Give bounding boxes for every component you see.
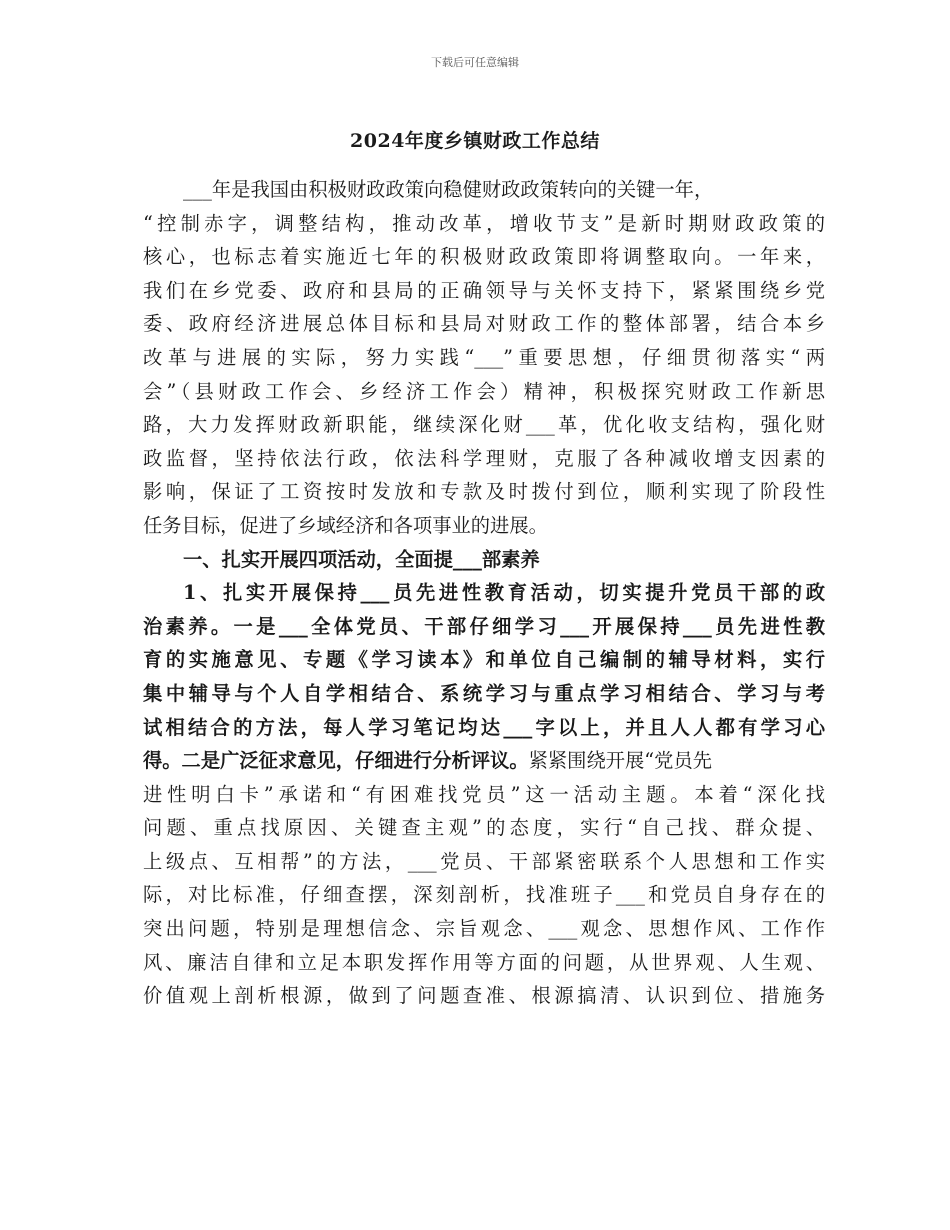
paragraph-line: “控制赤字，调整结构，推动改革，增收节支”是新时期财政政策的 bbox=[143, 211, 825, 235]
paragraph-line: 上级点、互相帮”的方法，___党员、干部紧密联系个人思想和工作实 bbox=[143, 849, 825, 873]
document-title: 2024年度乡镇财政工作总结 bbox=[350, 130, 600, 152]
bold-run: 得。二是广泛征求意见，仔细进行分析评议。 bbox=[143, 749, 529, 773]
paragraph-line: 影响，保证了工资按时发放和专款及时拨付到位，顺利实现了阶段性 bbox=[143, 480, 825, 504]
paragraph-line: 试相结合的方法，每人学习笔记均达___字以上，并且人人都有学习心 bbox=[143, 715, 825, 739]
paragraph-line: 价值观上剖析根源，做到了问题查准、根源搞清、认识到位、措施务 bbox=[143, 984, 825, 1008]
paragraph-line: 集中辅导与个人自学相结合、系统学习与重点学习相结合、学习与考 bbox=[143, 681, 825, 705]
paragraph-line bbox=[143, 744, 825, 778]
paragraph-line: 会”（县财政工作会、乡经济工作会）精神，积极探究财政工作新思 bbox=[143, 379, 825, 403]
paragraph-line: 任务目标，促进了乡域经济和各项事业的进展。 bbox=[143, 513, 548, 537]
paragraph-line: 我们在乡党委、政府和县局的正确领导与关怀支持下，紧紧围绕乡党 bbox=[143, 278, 825, 302]
paragraph-line: 际，对比标准，仔细查摆，深刻剖析，找准班子___和党员自身存在的 bbox=[143, 883, 825, 907]
section-heading: 一、扎实开展四项活动，全面提___部素养 bbox=[183, 547, 540, 571]
paragraph-line: 1、扎实开展保持___员先进性教育活动，切实提升党员干部的政 bbox=[183, 581, 825, 605]
paragraph-line: 委、政府经济进展总体目标和县局对财政工作的整体部署，结合本乡 bbox=[143, 312, 825, 336]
normal-run: 紧紧围绕开展“党员先 bbox=[528, 749, 713, 773]
document-body bbox=[143, 173, 825, 1013]
paragraph-line: 问题、重点找原因、关键查主观”的态度，实行“自己找、群众提、 bbox=[143, 816, 825, 840]
paragraph-line: ___年是我国由积极财政政策向稳健财政政策转向的关键一年， bbox=[183, 178, 714, 201]
paragraph-line: 路，大力发挥财政新职能，继续深化财___革，优化收支结构，强化财 bbox=[143, 413, 825, 437]
paragraph-line: 政监督，坚持依法行政，依法科学理财，克服了各种减收增支因素的 bbox=[143, 446, 825, 470]
paragraph-line: 育的实施意见、专题《学习读本》和单位自己编制的辅导材料，实行 bbox=[143, 648, 825, 672]
paragraph-line: 突出问题，特别是理想信念、宗旨观念、___观念、思想作风、工作作 bbox=[143, 917, 825, 941]
paragraph-line: 治素养。一是___全体党员、干部仔细学习___开展保持___员先进性教 bbox=[143, 614, 825, 638]
paragraph-line: 改革与进展的实际，努力实践“___”重要思想，仔细贯彻落实“两 bbox=[143, 345, 825, 369]
paragraph-line: 风、廉洁自律和立足本职发挥作用等方面的问题，从世界观、人生观、 bbox=[143, 950, 825, 974]
header-note: 下载后可任意编辑 bbox=[431, 56, 519, 69]
paragraph-line: 核心，也标志着实施近七年的积极财政政策即将调整取向。一年来， bbox=[143, 245, 825, 269]
paragraph-line: 进性明白卡”承诺和“有困难找党员”这一活动主题。本着“深化找 bbox=[143, 782, 825, 806]
